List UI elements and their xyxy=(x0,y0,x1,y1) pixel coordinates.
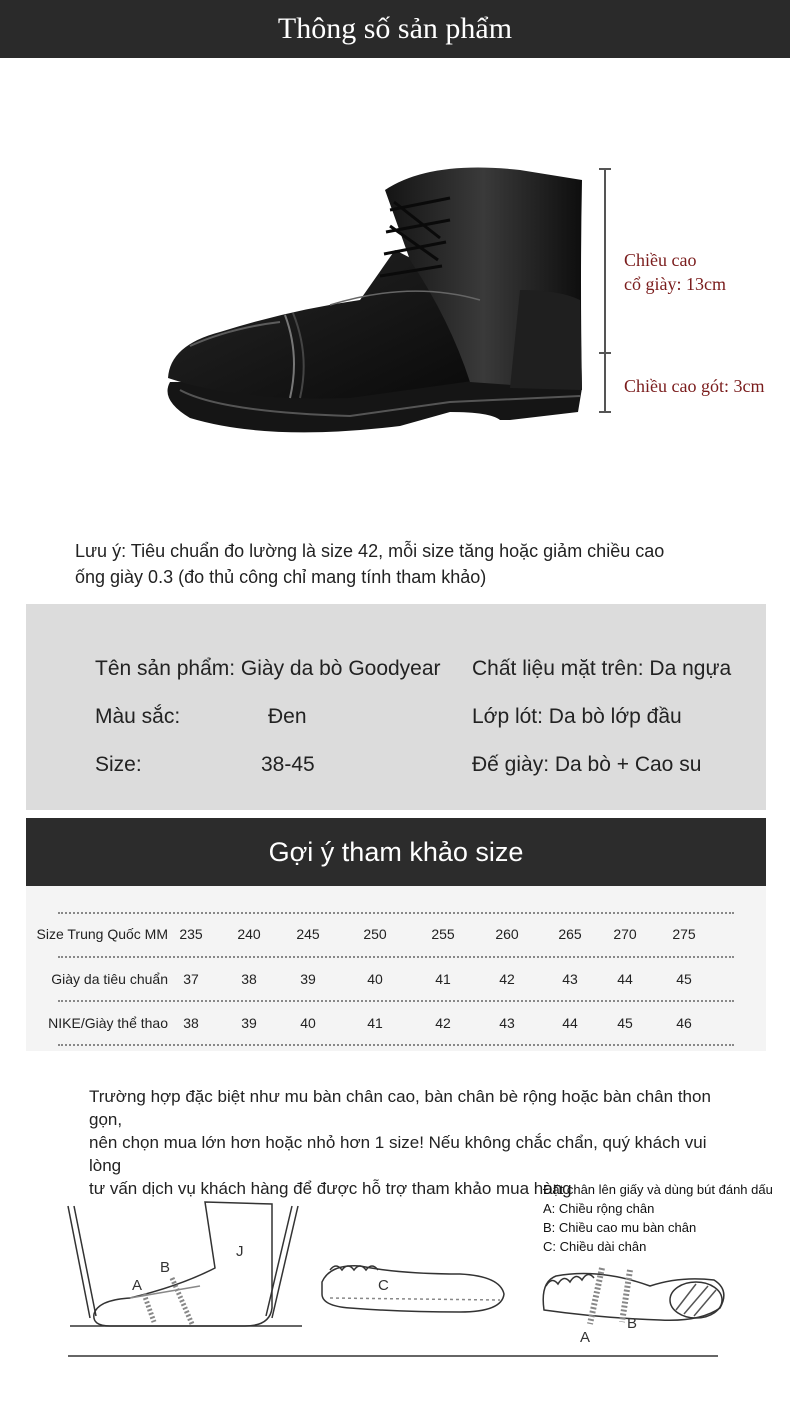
table-divider xyxy=(58,912,734,914)
size-guide-title: Gợi ý tham khảo size xyxy=(268,837,524,867)
size-cell: 265 xyxy=(558,926,582,942)
diagram-label-j: J xyxy=(236,1243,244,1260)
height-measure-line xyxy=(604,168,606,412)
instruction-c: C: Chiều dài chân xyxy=(543,1239,647,1254)
shaft-height-label-line2: cổ giày: 13cm xyxy=(624,274,726,294)
size-row-label: NIKE/Giày thể thao xyxy=(48,1015,168,1031)
advice-line-1: Trường hợp đặc biệt như mu bàn chân cao, bàn chân bè rộng hoặc bàn chân thon gọn, xyxy=(89,1087,711,1129)
size-cell: 39 xyxy=(300,971,316,987)
size-cell: 41 xyxy=(367,1015,383,1031)
size-cell: 235 xyxy=(179,926,203,942)
spec-lining: Lớp lót: Da bò lớp đầu xyxy=(472,705,682,728)
table-divider xyxy=(58,956,734,958)
page-title: Thông số sản phẩm xyxy=(277,12,513,45)
size-cell: 43 xyxy=(562,971,578,987)
diagram-label-b-top: B xyxy=(627,1315,638,1332)
diagram-label-c: C xyxy=(378,1277,389,1294)
size-cell: 250 xyxy=(363,926,387,942)
boot-image xyxy=(150,150,590,470)
spec-size-value: 38-45 xyxy=(261,753,315,776)
size-cell: 270 xyxy=(613,926,637,942)
size-cell: 40 xyxy=(367,971,383,987)
spec-color-value: Đen xyxy=(268,705,307,728)
table-divider xyxy=(58,1000,734,1002)
spec-product-name: Tên sản phẩm: Giày da bò Goodyear xyxy=(95,657,441,680)
size-cell: 46 xyxy=(676,1015,692,1031)
instruction-title: Đặt chân lên giấy và dùng bút đánh dấu xyxy=(543,1182,773,1197)
advice-line-2: nên chọn mua lớn hơn hoặc nhỏ hơn 1 size! Nếu không chắc chẩn, quý khách vui lòng xyxy=(89,1133,707,1175)
size-cell: 275 xyxy=(672,926,696,942)
measure-tick-top xyxy=(599,168,611,170)
size-cell: 42 xyxy=(435,1015,451,1031)
size-row-label: Giày da tiêu chuẩn xyxy=(51,971,168,987)
diagram-label-b: B xyxy=(160,1259,171,1276)
measure-tick-bottom xyxy=(599,411,611,413)
size-cell: 44 xyxy=(562,1015,578,1031)
size-row-label: Size Trung Quốc MM xyxy=(36,926,168,942)
size-cell: 44 xyxy=(617,971,633,987)
size-cell: 45 xyxy=(617,1015,633,1031)
note-line-1: Lưu ý: Tiêu chuẩn đo lường là size 42, mỗi size tăng hoặc giảm chiều cao xyxy=(75,541,665,561)
size-cell: 43 xyxy=(499,1015,515,1031)
spec-upper-material: Chất liệu mặt trên: Da ngựa xyxy=(472,657,732,680)
heel-height-label: Chiều cao gót: 3cm xyxy=(624,376,765,396)
spec-sole: Đế giày: Da bò + Cao su xyxy=(472,753,702,776)
size-cell: 245 xyxy=(296,926,320,942)
note-line-2: ống giày 0.3 (đo thủ công chỉ mang tính tham khảo) xyxy=(75,567,487,587)
size-cell: 240 xyxy=(237,926,261,942)
spec-size-label: Size: xyxy=(95,753,142,776)
size-cell: 45 xyxy=(676,971,692,987)
advice-line-3: tư vấn dịch vụ khách hàng để được hỗ trợ tham khảo mua hàng xyxy=(89,1179,572,1198)
size-cell: 38 xyxy=(241,971,257,987)
shaft-height-label-line1: Chiều cao xyxy=(624,250,697,270)
spec-color-label: Màu sắc: xyxy=(95,705,181,728)
instruction-b: B: Chiều cao mu bàn chân xyxy=(543,1220,697,1235)
foot-measure-diagram xyxy=(40,1190,760,1370)
size-cell: 38 xyxy=(183,1015,199,1031)
table-divider xyxy=(58,1044,734,1046)
instruction-a: A: Chiều rộng chân xyxy=(543,1201,655,1216)
measurement-note xyxy=(75,538,715,590)
measure-tick-mid xyxy=(599,352,611,354)
size-cell: 40 xyxy=(300,1015,316,1031)
size-cell: 255 xyxy=(431,926,455,942)
size-cell: 39 xyxy=(241,1015,257,1031)
diagram-label-a: A xyxy=(132,1277,143,1294)
diagram-label-a-top: A xyxy=(580,1329,591,1346)
size-cell: 41 xyxy=(435,971,451,987)
size-cell: 260 xyxy=(495,926,519,942)
size-cell: 42 xyxy=(499,971,515,987)
size-cell: 37 xyxy=(183,971,199,987)
